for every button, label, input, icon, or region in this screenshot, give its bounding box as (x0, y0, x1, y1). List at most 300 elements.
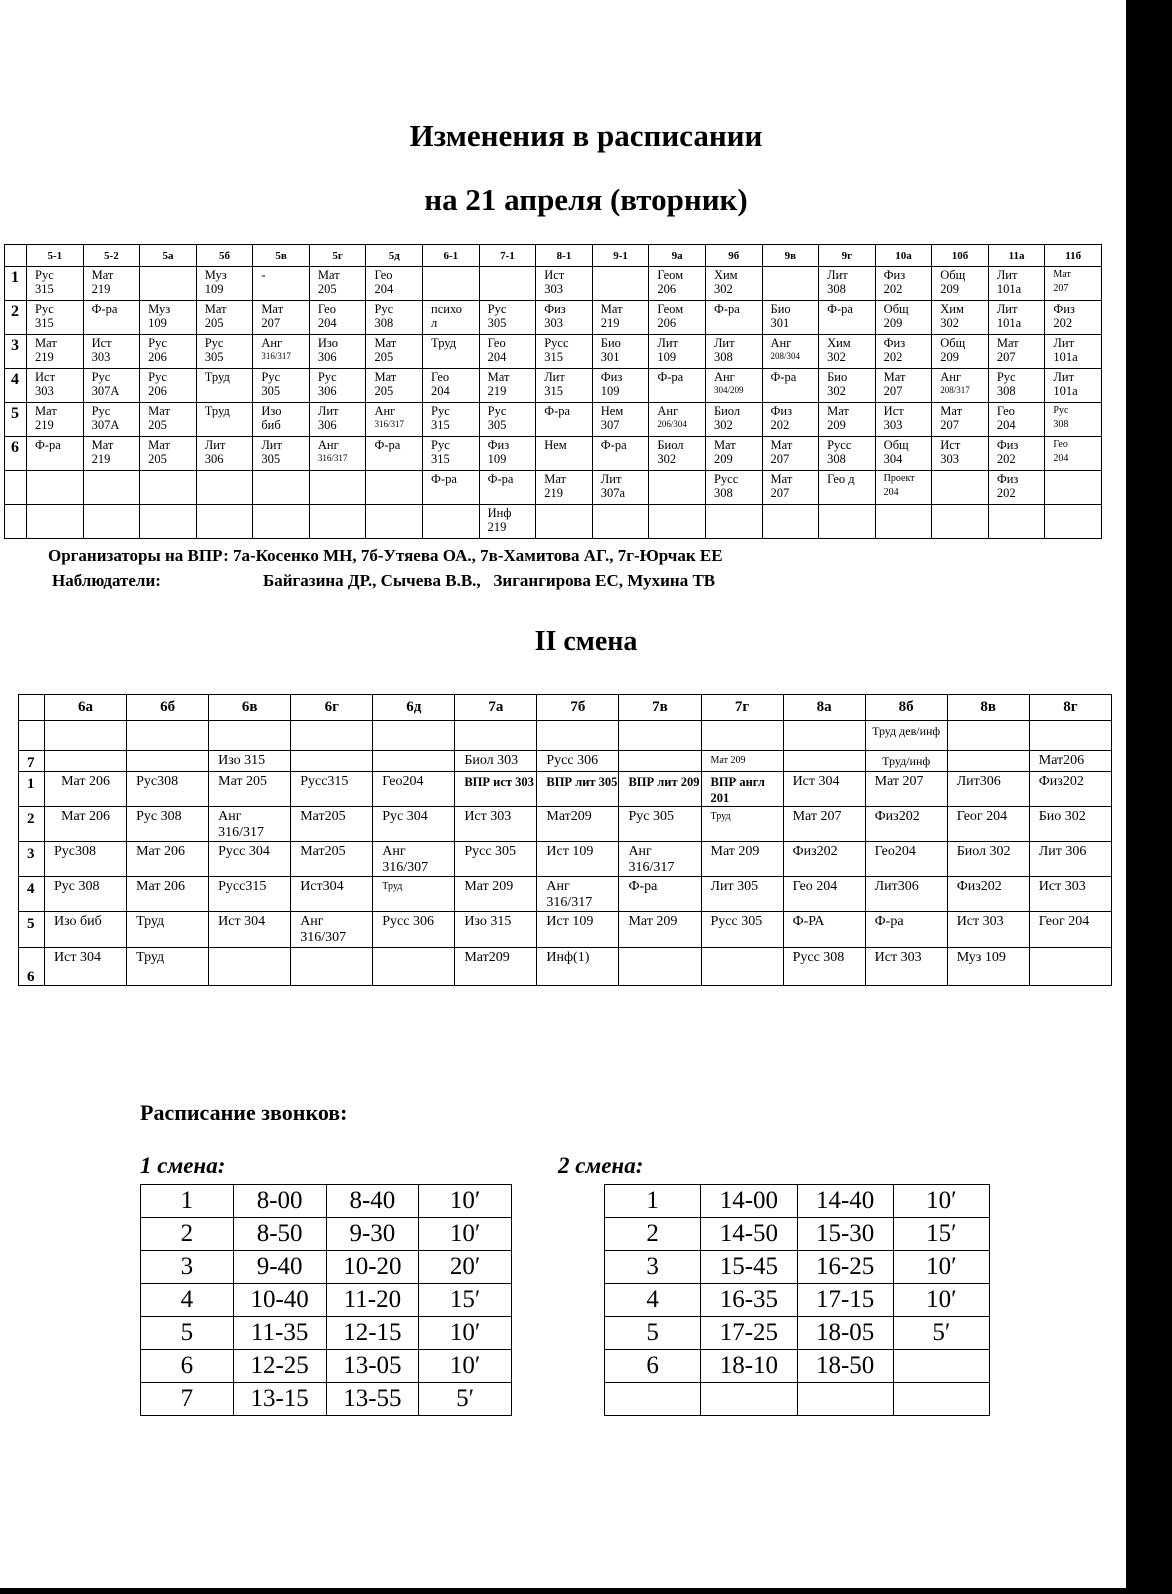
room: 219 (35, 350, 54, 364)
table-cell (196, 267, 253, 301)
table-cell: Биол 303 (455, 751, 537, 772)
table-cell (83, 471, 140, 505)
room: 101а (1053, 384, 1078, 398)
table-cell (253, 437, 310, 471)
table-cell (366, 505, 423, 539)
subject: Лит (204, 438, 226, 452)
table-cell (27, 369, 84, 403)
subject: Ист (91, 336, 112, 350)
start-time: 12-25 (233, 1350, 326, 1383)
room: 202 (883, 282, 903, 296)
table-cell: Анг 316/307 (373, 842, 455, 877)
room: 202 (996, 486, 1016, 500)
table-cell (762, 335, 819, 369)
table-cell: Мат206 (1029, 751, 1111, 772)
subject: Хим (940, 302, 964, 316)
table-cell (649, 301, 706, 335)
table-cell: Гео 204 (783, 877, 865, 912)
table-cell (988, 267, 1045, 301)
room: 307 (600, 418, 620, 432)
room: 315 (544, 384, 563, 398)
subject: Рус (431, 404, 450, 418)
subject: Общ (940, 336, 966, 350)
table-cell: Ист 303 (455, 807, 537, 842)
table-cell: ВПР англ 201 (701, 772, 783, 807)
table-cell (988, 335, 1045, 369)
room: 303 (544, 282, 563, 296)
subject: Лит (996, 302, 1018, 316)
subject: Проект (883, 473, 915, 484)
table-cell: Русс315 (209, 877, 291, 912)
subject: Ист (883, 404, 904, 418)
table-cell: Мат 209 (455, 877, 537, 912)
subject: Рус (374, 302, 394, 316)
room: 308 (713, 350, 733, 364)
break-length (893, 1350, 989, 1383)
end-time: 13-05 (326, 1350, 419, 1383)
bell-row (605, 1383, 990, 1416)
column-header: 5в (253, 245, 310, 267)
room: 219 (600, 316, 620, 330)
subject: Муз (204, 268, 227, 282)
end-time: 10-20 (326, 1251, 419, 1284)
table-cell (196, 471, 253, 505)
table-cell (649, 471, 706, 505)
table-cell (988, 369, 1045, 403)
table-cell (649, 505, 706, 539)
subject: Рус (487, 302, 507, 316)
table-cell (947, 721, 1029, 751)
subject: Мат (91, 268, 114, 282)
room: 207 (770, 452, 790, 466)
table-cell: Ист 303 (1029, 877, 1111, 912)
table-cell (932, 335, 989, 369)
room: 315 (431, 452, 450, 466)
table-cell: Биол 302 (947, 842, 1029, 877)
break-length: 15′ (893, 1218, 989, 1251)
table-cell (819, 437, 876, 471)
table-cell (373, 948, 455, 986)
end-time: 13-55 (326, 1383, 419, 1416)
subject: Ист (940, 438, 961, 452)
room: 219 (35, 418, 54, 432)
subject: Физ (1053, 302, 1075, 316)
subject: Муз (148, 302, 171, 316)
break-length: 10′ (893, 1251, 989, 1284)
subject: Общ (883, 438, 909, 452)
room: 205 (374, 384, 394, 398)
subject: Мат (827, 404, 849, 418)
table-cell: Мат 206 (45, 772, 127, 807)
table-cell (875, 403, 932, 437)
table-cell (196, 505, 253, 539)
table-cell (209, 721, 291, 751)
start-time: 14-00 (701, 1185, 797, 1218)
table-cell (309, 403, 366, 437)
table-cell: Физ202 (947, 877, 1029, 912)
table-cell (1045, 335, 1102, 369)
room: 308 (1053, 419, 1069, 430)
room: 109 (657, 350, 677, 364)
table-cell (1045, 369, 1102, 403)
subject: Ф-ра (91, 302, 118, 316)
bell-row (141, 1317, 512, 1350)
end-time: 17-15 (797, 1284, 893, 1317)
break-length: 10′ (893, 1284, 989, 1317)
table-cell (762, 267, 819, 301)
table-row (5, 403, 1102, 437)
table-cell (423, 335, 480, 369)
table-cell: Ист 304 (45, 948, 127, 986)
room: 304 (883, 452, 903, 466)
bell-row (605, 1218, 990, 1251)
table-cell (366, 335, 423, 369)
table-cell (619, 721, 701, 751)
table-cell (762, 369, 819, 403)
table-cell (592, 335, 649, 369)
subject: Гео (317, 302, 336, 316)
subject: Рус (431, 438, 450, 452)
table-cell (705, 301, 762, 335)
table-cell (592, 369, 649, 403)
room: 219 (544, 486, 563, 500)
table-cell: Ист 304 (783, 772, 865, 807)
table-cell (423, 505, 480, 539)
subject: Гео (1053, 439, 1068, 450)
table-cell: Русс315 (291, 772, 373, 807)
table-cell (819, 335, 876, 369)
table-cell: Мат 209 (701, 751, 783, 772)
lesson-number: 2 (5, 301, 27, 335)
room: 109 (148, 316, 167, 330)
table-cell (592, 505, 649, 539)
subject: Гео (431, 370, 450, 384)
vpr-organizers: Организаторы на ВПР: 7а-Косенко МН, 7б-Утяева ОА., 7в-Хамитова АГ., 7г-Юрчак ЕЕ (48, 546, 723, 565)
subject: Мат (883, 370, 906, 384)
table-cell (1045, 505, 1102, 539)
table-cell (1029, 721, 1111, 751)
subject: Мат (544, 472, 567, 486)
table-cell (988, 437, 1045, 471)
room: 204 (487, 350, 507, 364)
table-cell: Гео204 (865, 842, 947, 877)
table-cell: Мат205 (291, 807, 373, 842)
room: биб (261, 418, 281, 432)
room: 307А (91, 418, 120, 432)
table-cell: Физ202 (783, 842, 865, 877)
table-row (5, 471, 1102, 505)
table-cell: Рус308 (127, 772, 209, 807)
table-cell (762, 403, 819, 437)
subject: Мат (770, 472, 793, 486)
table-cell: Мат 206 (127, 842, 209, 877)
table-cell (819, 301, 876, 335)
table-cell (253, 505, 310, 539)
table-cell: Ист 304 (209, 912, 291, 948)
table-cell (988, 505, 1045, 539)
table-cell (27, 471, 84, 505)
subject: Био (770, 302, 791, 316)
subject: Русс (544, 336, 569, 350)
room: 101а (1053, 350, 1078, 364)
subject: Мат (487, 370, 510, 384)
subject: Анг (261, 336, 283, 350)
lesson-number (605, 1383, 701, 1416)
table-cell (27, 301, 84, 335)
table-cell (819, 471, 876, 505)
break-length: 10′ (419, 1350, 512, 1383)
start-time: 17-25 (701, 1317, 797, 1350)
table-cell (140, 335, 197, 369)
table-cell: Био 302 (1029, 807, 1111, 842)
room: 315 (544, 350, 563, 364)
table-cell (479, 369, 536, 403)
table-cell (27, 403, 84, 437)
table-cell (455, 721, 537, 751)
table-cell (1045, 301, 1102, 335)
subject: Нем (544, 438, 567, 452)
subject: Мат (770, 438, 793, 452)
room: 308 (713, 486, 733, 500)
table-cell: Геог 204 (1029, 912, 1111, 948)
table-cell (140, 369, 197, 403)
subject: Анг (374, 404, 396, 418)
table-cell (309, 369, 366, 403)
table-cell (875, 437, 932, 471)
table-row (5, 505, 1102, 539)
bell-shift1-label: 1 смена: (140, 1153, 226, 1178)
room: 304/209 (713, 385, 744, 395)
table-cell (536, 301, 593, 335)
scan-edge-right (1126, 0, 1172, 1594)
subject: Лит (261, 438, 282, 452)
table-cell (140, 471, 197, 505)
table-cell: Мат 205 (209, 772, 291, 807)
subject: Биол (657, 438, 684, 452)
start-time: 9-40 (233, 1251, 326, 1284)
lesson-number: 5 (19, 912, 45, 948)
bell-row (141, 1185, 512, 1218)
subject: Биол (713, 404, 741, 418)
room: 306 (317, 350, 337, 364)
table-cell (536, 471, 593, 505)
table-cell (479, 437, 536, 471)
table-cell (309, 471, 366, 505)
table-cell (932, 403, 989, 437)
table-cell (373, 721, 455, 751)
table-cell (253, 403, 310, 437)
table-cell (536, 505, 593, 539)
room: л (431, 316, 438, 330)
table-cell: Русс 306 (537, 751, 619, 772)
table-cell (537, 721, 619, 751)
table-cell (875, 505, 932, 539)
subject: Мат (35, 404, 57, 418)
table-cell: Ф-РА (783, 912, 865, 948)
column-header: 9в (762, 245, 819, 267)
room: 205 (148, 418, 167, 432)
room: 301 (600, 350, 620, 364)
subject: Лит (1053, 370, 1075, 384)
table-cell (291, 751, 373, 772)
column-header: 6-1 (423, 245, 480, 267)
table-cell: Лит306 (947, 772, 1029, 807)
column-header (5, 245, 27, 267)
table-cell: Мат209 (455, 948, 537, 986)
table-cell: Мат 209 (619, 912, 701, 948)
table-cell (253, 267, 310, 301)
lesson-number: 2 (605, 1218, 701, 1251)
room: 109 (487, 452, 507, 466)
table-cell: Ист 303 (865, 948, 947, 986)
column-header: 7-1 (479, 245, 536, 267)
break-length: 10′ (893, 1185, 989, 1218)
table-cell (309, 505, 366, 539)
room: 209 (940, 350, 959, 364)
subject: - (261, 268, 266, 282)
table-row (5, 267, 1102, 301)
table-cell: Русс 306 (373, 912, 455, 948)
room: 316/317 (261, 351, 291, 361)
table-row (19, 877, 1112, 912)
table-cell (83, 403, 140, 437)
column-header (19, 695, 45, 721)
table-row (5, 335, 1102, 369)
shift2-title: II смена (534, 626, 638, 657)
subject: Рус (1053, 405, 1069, 416)
column-header: 7б (537, 695, 619, 721)
table-cell (705, 267, 762, 301)
table-cell (875, 369, 932, 403)
table-cell (27, 335, 84, 369)
end-time: 11-20 (326, 1284, 419, 1317)
lesson-number (5, 471, 27, 505)
start-time: 14-50 (701, 1218, 797, 1251)
subject: Физ (996, 438, 1019, 452)
table-cell: Изо биб (45, 912, 127, 948)
subject: Физ (883, 336, 906, 350)
lesson-number: 6 (5, 437, 27, 471)
subject: Гео (374, 268, 393, 282)
room: 205 (374, 350, 394, 364)
table-cell (479, 471, 536, 505)
table-cell (1045, 267, 1102, 301)
subject: Гео (996, 404, 1015, 418)
table-row (19, 842, 1112, 877)
room: 316/317 (317, 453, 348, 463)
lesson-number: 1 (5, 267, 27, 301)
subject: Общ (940, 268, 966, 282)
table-cell (762, 301, 819, 335)
column-header: 6г (291, 695, 373, 721)
room: 301 (770, 316, 790, 330)
table-cell (196, 335, 253, 369)
room: 206 (148, 350, 167, 364)
room: 305 (487, 418, 507, 432)
break-length: 5′ (419, 1383, 512, 1416)
subject: Лит (544, 370, 565, 384)
room: 302 (827, 384, 846, 398)
bell-shift2-label: 2 смена: (558, 1153, 644, 1178)
table-cell: Русс 308 (783, 948, 865, 986)
table-cell: Русс 305 (701, 912, 783, 948)
subject: Мат (940, 404, 963, 418)
bell-row (141, 1218, 512, 1251)
lesson-number: 6 (19, 948, 45, 986)
table-cell (819, 267, 876, 301)
table-cell (819, 403, 876, 437)
scan-edge-bottom (0, 1588, 1172, 1594)
table-cell (140, 301, 197, 335)
lesson-number: 4 (19, 877, 45, 912)
table-cell (705, 437, 762, 471)
column-header: 7г (701, 695, 783, 721)
table-cell (988, 471, 1045, 505)
table-cell (988, 403, 1045, 437)
room: 202 (883, 350, 903, 364)
room: 302 (713, 418, 733, 432)
table-cell: Лит306 (865, 877, 947, 912)
table-cell: Анг 316/317 (209, 807, 291, 842)
table-cell (140, 437, 197, 471)
column-header: 9г (819, 245, 876, 267)
table-cell (366, 437, 423, 471)
subject: Лит (996, 268, 1018, 282)
table-cell: Мат 206 (127, 877, 209, 912)
room: 209 (713, 452, 733, 466)
table-cell: Гео204 (373, 772, 455, 807)
table-cell (309, 301, 366, 335)
lesson-number: 1 (19, 772, 45, 807)
table-cell (536, 369, 593, 403)
bell-schedule-title: Расписание звонков: (140, 1100, 348, 1125)
table-cell (1045, 403, 1102, 437)
subject: Геом (657, 302, 684, 316)
subject: Геом (657, 268, 684, 282)
room: 308 (996, 384, 1016, 398)
column-header: 7а (455, 695, 537, 721)
table-cell: Ф-ра (865, 912, 947, 948)
room: 307а (600, 486, 626, 500)
table-cell (423, 471, 480, 505)
subject: Анг (940, 370, 962, 384)
table-cell (592, 437, 649, 471)
end-time: 9-30 (326, 1218, 419, 1251)
lesson-number (5, 505, 27, 539)
table-cell: Рус 308 (127, 807, 209, 842)
table-cell: ВПР ист 303 (455, 772, 537, 807)
table-cell (536, 403, 593, 437)
page-subtitle-date: на 21 апреля (вторник) (424, 182, 748, 217)
column-header: 5-1 (27, 245, 84, 267)
table-cell (209, 948, 291, 986)
table-cell (705, 369, 762, 403)
subject: Рус (35, 268, 54, 282)
table-cell (27, 267, 84, 301)
break-length: 20′ (419, 1251, 512, 1284)
room: 207 (261, 316, 281, 330)
bell-row (141, 1383, 512, 1416)
subject: Ф-ра (600, 438, 627, 452)
subject: Лит (827, 268, 848, 282)
room: 101а (996, 316, 1022, 330)
table-cell (127, 721, 209, 751)
table-row (19, 807, 1112, 842)
subject: Физ (487, 438, 510, 452)
observers-label: Наблюдатели: (52, 571, 161, 590)
subject: Лит (1053, 336, 1075, 350)
room: 219 (91, 282, 111, 296)
